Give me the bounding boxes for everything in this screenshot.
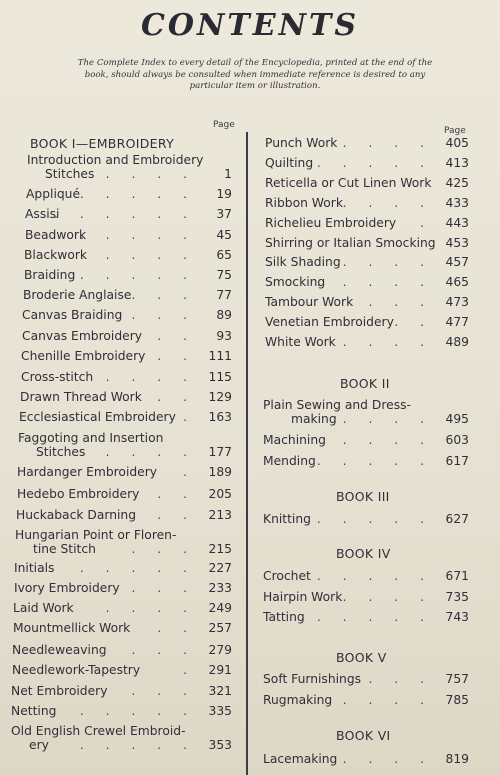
leader-dots: . . . . . . [54,207,196,221]
page-number: 785 [445,693,469,707]
leader-dots: . . . . . [79,187,196,201]
entry-title: Braiding [24,268,76,282]
entry-title: Canvas Braiding [22,308,123,322]
leader-dots: . . . . . [316,569,433,583]
page-title: CONTENTS [140,8,360,43]
page-number: 189 [208,465,232,479]
leader-dots: . . . . . [316,156,433,170]
entry-title: Initials [14,561,55,575]
entry-title: Silk Shading [265,255,341,269]
page-number: 321 [208,684,232,698]
page-number: 457 [445,255,469,269]
entry-title: Richelieu Embroidery [265,216,397,230]
entry-title: Smocking [265,275,326,289]
page-number: 425 [445,176,469,190]
leader-dots: . [420,216,433,230]
entry-title: Knitting [263,512,311,526]
leader-dots: . . . . [105,445,196,459]
left-page-label: Page [213,120,235,130]
leader-dots: . . . . [105,167,196,181]
leader-dots: . . [157,487,196,501]
page-number: 465 [445,275,469,289]
page-number: 495 [445,412,469,426]
entry-title: ery [29,738,49,752]
page-number: 757 [445,672,469,686]
entry-title: Net Embroidery [11,684,108,698]
leader-dots: . . . . [342,752,433,766]
entry-title: tine Stitch [33,542,96,556]
entry-title: Ecclesiastical Embroidery [19,410,176,424]
entry-title: Drawn Thread Work [20,390,142,404]
page-number: 291 [208,663,232,677]
book-heading: BOOK I—EMBROIDERY [30,136,175,151]
leader-dots: . . . [131,684,196,698]
leader-dots: . . . [368,295,433,309]
leader-dots: . . . . [105,370,196,384]
page-number: 93 [216,329,232,343]
leader-dots: . . . [131,308,196,322]
leader-dots: . . . . . [79,738,196,752]
page-number: 1 [224,167,232,181]
entry-title: Hungarian Point or Floren- [15,528,177,542]
page-number: 413 [445,156,469,170]
page-number: 37 [216,207,232,221]
page-number: 405 [445,136,469,150]
leader-dots: . . . [368,672,433,686]
leader-dots: . . . . . [79,561,196,575]
entry-title: Assisi [25,207,60,221]
leader-dots: . . . . [342,255,433,269]
page-number: 627 [445,512,469,526]
intro-paragraph: The Complete Index to every detail of the Encyclopedia, printed at the end of the book, should always be consulted when immediate reference is desired to any particular item or illustration. [77,58,433,91]
entry-title: Ivory Embroidery [14,581,120,595]
page-number: 617 [445,454,469,468]
page-number: 163 [208,410,232,424]
leader-dots: . . . . [342,693,433,707]
leader-dots: . . . . . [79,704,196,718]
page-number: 335 [208,704,232,718]
page-number: 477 [445,315,469,329]
page-number: 19 [216,187,232,201]
leader-dots: . . . . [342,335,433,349]
page-number: 443 [445,216,469,230]
page-number: 489 [445,335,469,349]
page-number: 453 [445,236,469,250]
entry-title: Plain Sewing and Dress- [263,398,411,412]
leader-dots: . . [157,508,196,522]
entry-title: Introduction and Embroidery [27,153,204,167]
leader-dots: . . . . . [79,228,196,242]
leader-dots: . . [157,621,196,635]
leader-dots: . . . [131,542,196,556]
leader-dots: . . . . . [316,454,433,468]
entry-title: Punch Work [265,136,338,150]
page-number: 671 [445,569,469,583]
page-number: 353 [208,738,232,752]
column-divider [246,132,248,775]
page-number: 215 [208,542,232,556]
page-number: 233 [208,581,232,595]
page-number: 129 [208,390,232,404]
page-number: 77 [216,288,232,302]
leader-dots: . . . . [342,196,433,210]
leader-dots: . . . . . [79,268,196,282]
book-heading: BOOK III [336,489,390,504]
entry-title: Hedebo Embroidery [17,487,140,501]
book-heading: BOOK V [336,650,387,665]
leader-dots: . . . . . [316,610,433,624]
page-number: 227 [208,561,232,575]
leader-dots: . . . . [105,601,196,615]
entry-title: Broderie Anglaise [23,288,132,302]
page-number: 473 [445,295,469,309]
page-number: 819 [445,752,469,766]
entry-title: Venetian Embroidery [265,315,394,329]
page-number: 249 [208,601,232,615]
leader-dots: . . [157,390,196,404]
entry-title: Needlework-Tapestry [12,663,141,677]
page-number: 75 [216,268,232,282]
page-number: 89 [216,308,232,322]
page-number: 257 [208,621,232,635]
entry-title: Beadwork [25,228,87,242]
entry-title: Stitches [36,445,86,459]
entry-title: Blackwork [24,248,88,262]
leader-dots: . . [157,349,196,363]
entry-title: Laid Work [13,601,74,615]
entry-title: Mountmellick Work [13,621,131,635]
page-number: 735 [445,590,469,604]
entry-title: Chenille Embroidery [21,349,146,363]
leader-dots: . . . [131,643,196,657]
book-heading: BOOK VI [336,728,391,743]
entry-title: Machining [263,433,326,447]
page-number: 279 [208,643,232,657]
page-number: 111 [208,349,232,363]
leader-dots: . [183,663,196,677]
entry-title: Netting [11,704,57,718]
entry-title: Soft Furnishings [263,672,362,686]
leader-dots: . . . . . [79,248,196,262]
leader-dots: . . [157,329,196,343]
leader-dots: . . . . . [316,275,433,289]
leader-dots: . [183,465,196,479]
entry-title: Faggoting and Insertion [18,431,164,445]
leader-dots: . . . . [342,136,433,150]
leader-dots: . . . . . [316,512,433,526]
leader-dots: . . . . [342,412,433,426]
entry-title: Quilting [265,156,314,170]
page-number: 213 [208,508,232,522]
right-page-label: Page [444,126,466,136]
entry-title: Hairpin Work [263,590,343,604]
page-number: 65 [216,248,232,262]
page-number: 743 [445,610,469,624]
entry-title: Hardanger Embroidery [17,465,158,479]
book-heading: BOOK II [340,376,390,391]
book-heading: BOOK IV [336,546,391,561]
entry-title: White Work [265,335,336,349]
entry-title: Shirring or Italian Smocking [265,236,436,250]
entry-title: Rugmaking [263,693,333,707]
entry-title: Tambour Work [265,295,354,309]
entry-title: Reticella or Cut Linen Work [265,176,432,190]
page-number: 177 [208,445,232,459]
entry-title: Stitches [45,167,95,181]
entry-title: Huckaback Darning [16,508,137,522]
page-number: 433 [445,196,469,210]
entry-title: Ribbon Work [265,196,343,210]
entry-title: Canvas Embroidery [22,329,143,343]
entry-title: Mending [263,454,316,468]
entry-title: Cross-stitch [21,370,94,384]
page-number: 603 [445,433,469,447]
entry-title: Lacemaking [263,752,338,766]
leader-dots: . [183,410,196,424]
page-number: 45 [216,228,232,242]
leader-dots: . . . [131,288,196,302]
entry-title: making [291,412,337,426]
page-number: 115 [208,370,232,384]
leader-dots: . . [394,315,433,329]
entry-title: Old English Crewel Embroid- [11,724,186,738]
entry-title: Crochet [263,569,311,583]
entry-title: Appliqué [26,187,81,201]
entry-title: Tatting [263,610,305,624]
leader-dots: . . . . [342,590,433,604]
leader-dots: . . . [131,581,196,595]
entry-title: Needleweaving [12,643,107,657]
leader-dots: . . . . [342,433,433,447]
page-number: 205 [208,487,232,501]
